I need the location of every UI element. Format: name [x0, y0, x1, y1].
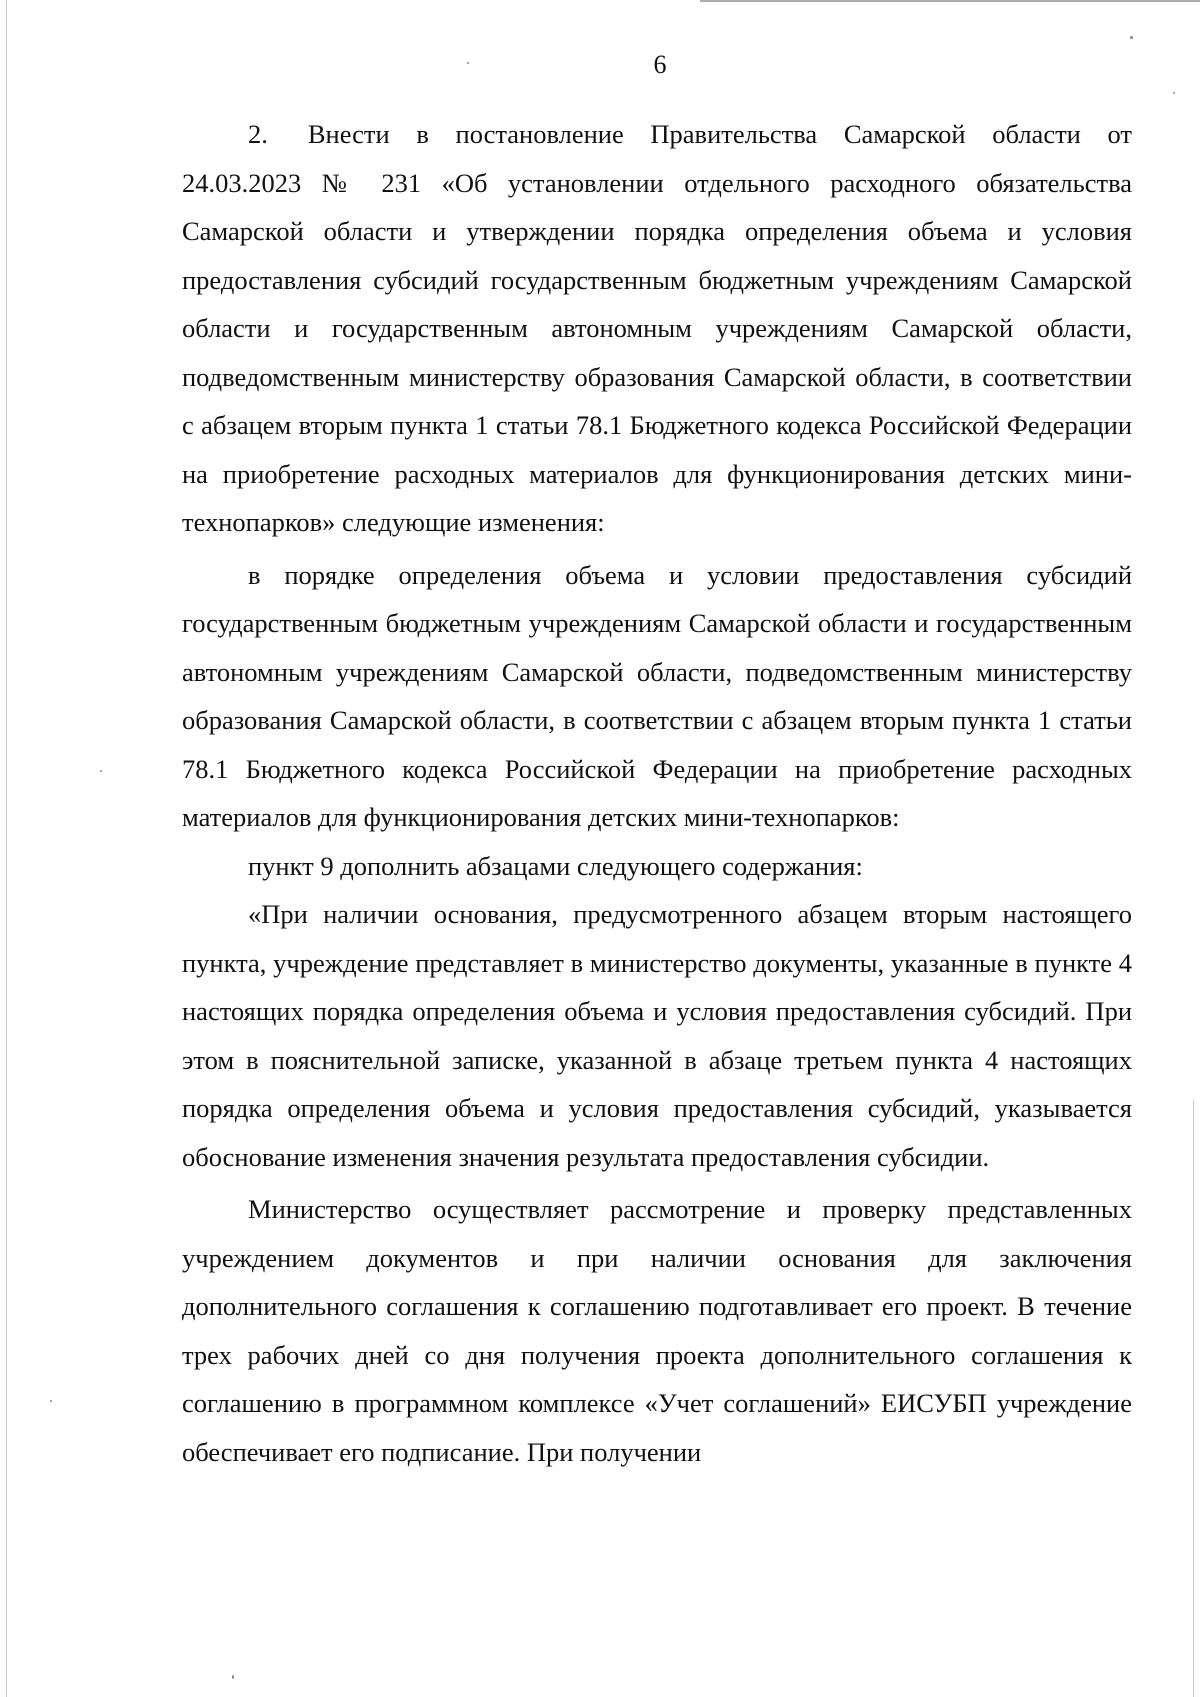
scan-speck [50, 1400, 52, 1402]
paragraph: Министерство осуществляет рассмотрение и проверку представленных учреждением документов и при наличии основания для заключения дополнительного соглашения к соглашению подготавливает его проект. В течение трех рабочих дней со дня получения проекта дополнительного соглашения к соглашению в программном комплексе «Учет соглашений» ЕИСУБП учреждение обеспечивает его подписание. При получении [182, 1194, 1132, 1467]
document-body [182, 110, 1132, 1476]
item-text: Внести в постановление Правительства Самарской области от 24.03.2023 № 231 «Об установлении отдельного расходного обязательства Самарской области и утверждении порядка определения объема и условия предоставления субсидий государственным бюджетным учреждениям Самарской области и государственным автономным учреждениям Самарской области, подведомственным министерству образования Самарской области, в соответствии с абзацем вторым пункта 1 статьи 78.1 Бюджетного кодекса Российской Федерации на приобретение расходных материалов для функционирования детских мини-технопарков» следующие изменения: [182, 119, 1132, 537]
scan-speck [1173, 92, 1175, 94]
page-number: 6 [653, 50, 667, 79]
paragraph: пункт 9 дополнить абзацами следующего содержания: [248, 850, 863, 881]
scan-speck [232, 1675, 234, 1679]
paragraph-item-2 [182, 110, 1132, 547]
item-number: 2. [248, 119, 268, 149]
scan-edge-top [700, 0, 1200, 2]
scan-edge-right [1193, 1100, 1194, 1697]
paragraph: «При наличии основания, предусмотренного абзацем вторым настоящего пункта, учреждение представляет в министерство документы, указанные в пункте 4 настоящих порядка определения объема и условия предоставления субсидий. При этом в пояснительной записке, указанной в абзаце третьем пункта 4 настоящих порядка определения объема и условия предоставления субсидий, указывается обоснование изменения значения результата предоставления субсидии. [182, 899, 1132, 1172]
scan-edge-left [6, 0, 7, 1697]
scan-speck [1130, 36, 1133, 39]
paragraph: в порядке определения объема и условии предоставления субсидий государственным бюджетным учреждениям Самарской области и государственным автономным учреждениям Самарской области, подведомственным министерству образования Самарской области, в соответствии с абзацем вторым пункта 1 статьи 78.1 Бюджетного кодекса Российской Федерации на приобретение расходных материалов для функционирования детских мини-технопарков: [182, 559, 1132, 832]
scan-speck [100, 770, 102, 772]
